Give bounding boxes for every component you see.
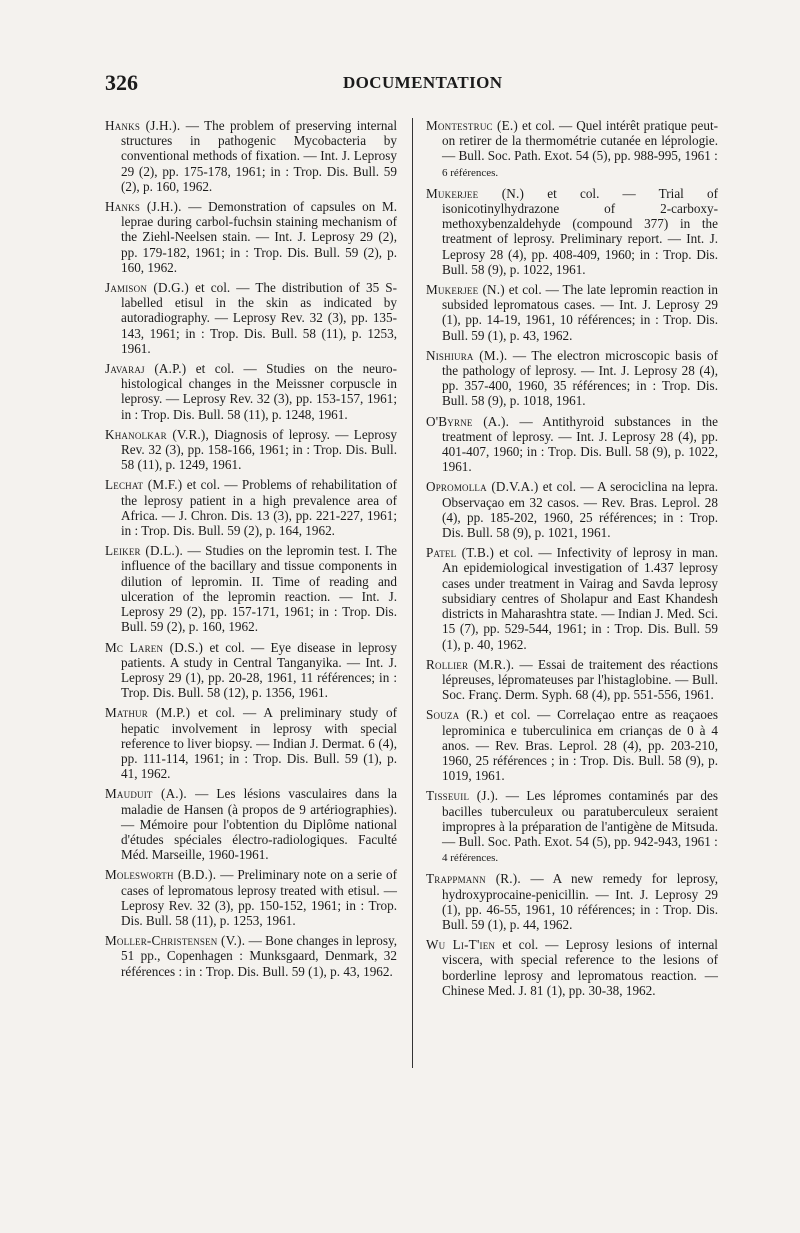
bibliography-entry — [105, 427, 397, 473]
page-number: 326 — [105, 70, 138, 95]
bibliography-entry — [426, 282, 718, 343]
entry-text: et col. — A preliminary study of hepatic involvement in leprosy with special reference to liver biopsy. — Indian J. Dermat. 6 (4), pp. 111-114, 1961; in : Trop. Dis. Bull. 59 (1), p. 41, 1962. — [121, 705, 398, 782]
entry-text: — Studies on the lepromin test. I. The influence of the bacillary and tissue components in dilution of lepromin. II. Time of reading and ulceration of the lepromin reaction. — Int. J. Leprosy 29 (2), pp. 157-171, 1961; in : Trop. Dis. Bull. 59 (2), p. 160, 1962. — [121, 543, 398, 635]
entry-author: Javaraj (A.P.) — [105, 361, 187, 377]
bibliography-entry — [105, 867, 397, 928]
entry-author: Nishiura (M.). — [426, 347, 508, 363]
entry-text: et col. — Trial of isonicotinylhydrazone of 2-carboxy-methoxybenzaldehyde (compound 377) in the treatment of leprosy. Preliminary report. — Int. J. Leprosy 28 (4), pp. 408-409, 1960; in : Trop. Dis. Bull. 58 (9), p. 1022, 1961. — [442, 185, 718, 277]
entry-author: Mc Laren (D.S.) — [105, 639, 204, 655]
bibliography-entry — [105, 361, 397, 422]
bibliography-entry — [105, 280, 397, 356]
entry-text: et col. — Eye disease in leprosy patients. A study in Central Tanganyika. — Int. J. Leprosy 29 (1), pp. 20-28, 1961, 11 références; in : Trop. Dis. Bull. 58 (12), p. 1356, 1961. — [121, 639, 398, 701]
entry-text: — The problem of preserving internal structures in pathogenic Mycobacteria by conventional methods of fixation. — Int. J. Leprosy 29 (2), pp. 175-178, 1961; in : Trop. Dis. Bull. 59 (2), p. 160, 1962. — [121, 118, 397, 194]
entry-author: Wu Li-T'ien — [426, 937, 496, 953]
entry-text: et col. — The late lepromin reaction in subsided lepromatous cases. — Int. J. Leprosy 29 (1), pp. 14-19, 1961, 10 références; in : Trop. Dis. Bull. 59 (1), p. 43, 1962. — [442, 282, 719, 343]
entry-text: et col. — Studies on the neuro-histological changes in the Meissner corpuscle in leprosy. — Leprosy Rev. 32 (3), pp. 153-157, 1961; in : Trop. Dis. Bull. 58 (11), p. 1248, 1961. — [121, 361, 398, 422]
entry-author: Molesworth (B.D.). — [105, 867, 217, 883]
entry-author: Mukerjee (N.) — [426, 282, 505, 298]
bibliography-entry — [105, 199, 397, 275]
bibliography-entry — [105, 118, 397, 194]
entry-author: Lechat (M.F.) — [105, 477, 183, 493]
entry-references: 6 références. — [442, 166, 499, 179]
entry-author: Mathur (M.P.) — [105, 705, 191, 721]
running-head: DOCUMENTATION — [343, 73, 503, 92]
bibliography-entry — [426, 348, 718, 409]
column-divider — [412, 118, 413, 1068]
page-header — [105, 70, 695, 100]
entry-text: — Preliminary note on a serie of cases of lepromatous leprosy treated with etisul. — Leprosy Rev. 32 (3), pp. 150-152, 1961; in : Trop. Dis. Bull. 58 (11), p. 1253, 1961. — [121, 867, 398, 928]
entry-text: — Essai de traitement des réactions lépreuses, lépromateuses par l'histaglobine. — Bull. Soc. Franç. Derm. Syph. 68 (4), pp. 551-556, 1961. — [442, 656, 719, 703]
bibliography-entry — [105, 640, 397, 701]
right-column — [426, 118, 718, 1003]
bibliography-entry — [426, 545, 718, 651]
entry-references: 4 références. — [442, 852, 499, 865]
bibliography-entry — [426, 937, 718, 998]
entry-author: Jamison (D.G.) — [105, 280, 189, 296]
entry-author: Hanks (J.H.). — [105, 199, 182, 215]
entry-text: — A new remedy for leprosy, hydroxyprocaine-penicillin. — Int. J. Leprosy 29 (1), pp. 46-55, 1961, 10 références; in : Trop. Dis. Bull. 59 (1), p. 44, 1962. — [442, 871, 718, 932]
entry-author: O'Byrne (A.). — [426, 413, 510, 429]
bibliography-entry — [426, 871, 718, 932]
entry-text: — Bone changes in leprosy, 51 pp., Copenhagen : Munksgaard, Denmark, 32 références : in : Trop. Dis. Bull. 59 (1), p. 43, 1962. — [121, 933, 397, 979]
bibliography-entry — [426, 118, 718, 181]
bibliography-entry — [426, 707, 718, 783]
bibliography-entry — [426, 788, 718, 866]
entry-author: Tisseuil (J.). — [426, 788, 499, 804]
bibliography-entry — [105, 543, 397, 634]
entry-author: Leiker (D.L.). — [105, 543, 184, 559]
entry-author: Rollier (M.R.). — [426, 656, 515, 672]
bibliography-entry — [105, 477, 397, 538]
entry-text: — Demonstration of capsules on M. leprae during carbol-fuchsin staining mechanism of the Ziehl-Neelsen stain. — Int. J. Leprosy 29 (2), pp. 179-182, 1961; in : Trop. Dis. Bull. 59 (2), p. 160, 1962. — [121, 199, 397, 275]
entry-author: Opromolla (D.V.A.) — [426, 479, 539, 495]
bibliography-entry — [426, 414, 718, 475]
entry-author: Mukerjee (N.) — [426, 185, 525, 201]
entry-text: et col. — Infectivity of leprosy in man. An epidemiological investigation of 1.437 leprosy cases under treatment in Vairag and Savda leprosy subsidiary centres of Sholapur and East Khandesh districts in Maharashtra state. — Indian J. Med. Sci. 15 (7), pp. 529-544, 1961; in : Trop. Dis. Bull. 59 (1), p. 40, 1962. — [442, 545, 718, 652]
bibliography-entry — [105, 705, 397, 781]
entry-text: et col. — Correlaçao entre as reaçaoes leprominica e tuberculinica em crianças de 0 à 4 anos. — Rev. Bras. Leprol. 28 (4), pp. 203-210, 1960, 25 références ; in : Trop. Dis. Bull. 58 (9), p. 1019, 1961. — [442, 707, 718, 784]
entry-text: et col. — The distribution of 35 S-labelled etisul in the skin as indicated by autoradiography. — Leprosy Rev. 32 (3), pp. 135-143, 1961; in : Trop. Dis. Bull. 58 (11), p. 1253, 1961. — [121, 280, 397, 356]
bibliography-entry — [426, 479, 718, 540]
bibliography-entry — [105, 786, 397, 862]
entry-author: Patel (T.B.) — [426, 545, 495, 561]
entry-author: Hanks (J.H.). — [105, 118, 181, 133]
entry-author: Khanolkar (V.R.), — [105, 426, 210, 442]
entry-text: — The electron microscopic basis of the pathology of leprosy. — Int. J. Leprosy 28 (4), pp. 357-400, 1960, 35 références; in : Trop. Dis. Bull. 58 (9), p. 1018, 1961. — [442, 347, 718, 409]
entry-text: et col. — Quel intérêt pratique peut-on retirer de la thermométrie cutanée en léprologie. — Bull. Soc. Path. Exot. 54 (5), pp. 988-995, 1961 : — [442, 118, 719, 164]
bibliography-entry — [426, 186, 718, 277]
entry-author: Mauduit (A.). — [105, 786, 187, 802]
entry-text: Diagnosis of leprosy. — Leprosy Rev. 32 (3), pp. 158-166, 1961; in : Trop. Dis. Bull. 58 (11), p. 1249, 1961. — [121, 426, 397, 473]
entry-text: — Antithyroid substances in the treatment of leprosy. — Int. J. Leprosy 28 (4), pp. 401-407, 1960; in : Trop. Dis. Bull. 58 (9), p. 1022, 1961. — [442, 413, 718, 475]
entry-text: et col. — Problems of rehabilitation of the leprosy patient in a high prevalence area of Africa. — J. Chron. Dis. 13 (3), pp. 221-227, 1961; in : Trop. Dis. Bull. 59 (2), p. 164, 1962. — [121, 477, 397, 539]
entry-author: Montestruc (E.) — [426, 118, 518, 133]
entry-text: et col. — Leprosy lesions of internal viscera, with special reference to the lesions of borderline leprosy and lepromatous reaction. — Chinese Med. J. 81 (1), pp. 30-38, 1962. — [442, 937, 718, 998]
entry-text: — Les lésions vasculaires dans la maladie de Hansen (à propos de 9 artériographies). — Mémoire pour l'obtention du Diplôme national d'études spéciales électro-radiologiques. Faculté Méd. Marseille, 1960-1961. — [121, 786, 398, 863]
entry-author: Trappmann (R.). — [426, 871, 521, 887]
entry-text: — Les lépromes contaminés par des bacilles tuberculeux ou paratuberculeux seraient impropres à la préparation de l'antigène de Mitsuda. — Bull. Soc. Path. Exot. 54 (5), pp. 942-943, 1961 : — [442, 788, 719, 849]
bibliography-entry — [426, 657, 718, 703]
entry-author: Souza (R.) — [426, 707, 488, 723]
entry-text: et col. — A serociclina na lepra. Observaçao em 32 casos. — Rev. Bras. Leprol. 28 (4), pp. 185-202, 1960, 25 références; in : Trop. Dis. Bull. 58 (9), p. 1021, 1961. — [442, 479, 719, 541]
entry-author: Moller-Christensen (V.). — [105, 933, 246, 949]
bibliography-entry — [105, 933, 397, 979]
left-column — [105, 118, 397, 984]
